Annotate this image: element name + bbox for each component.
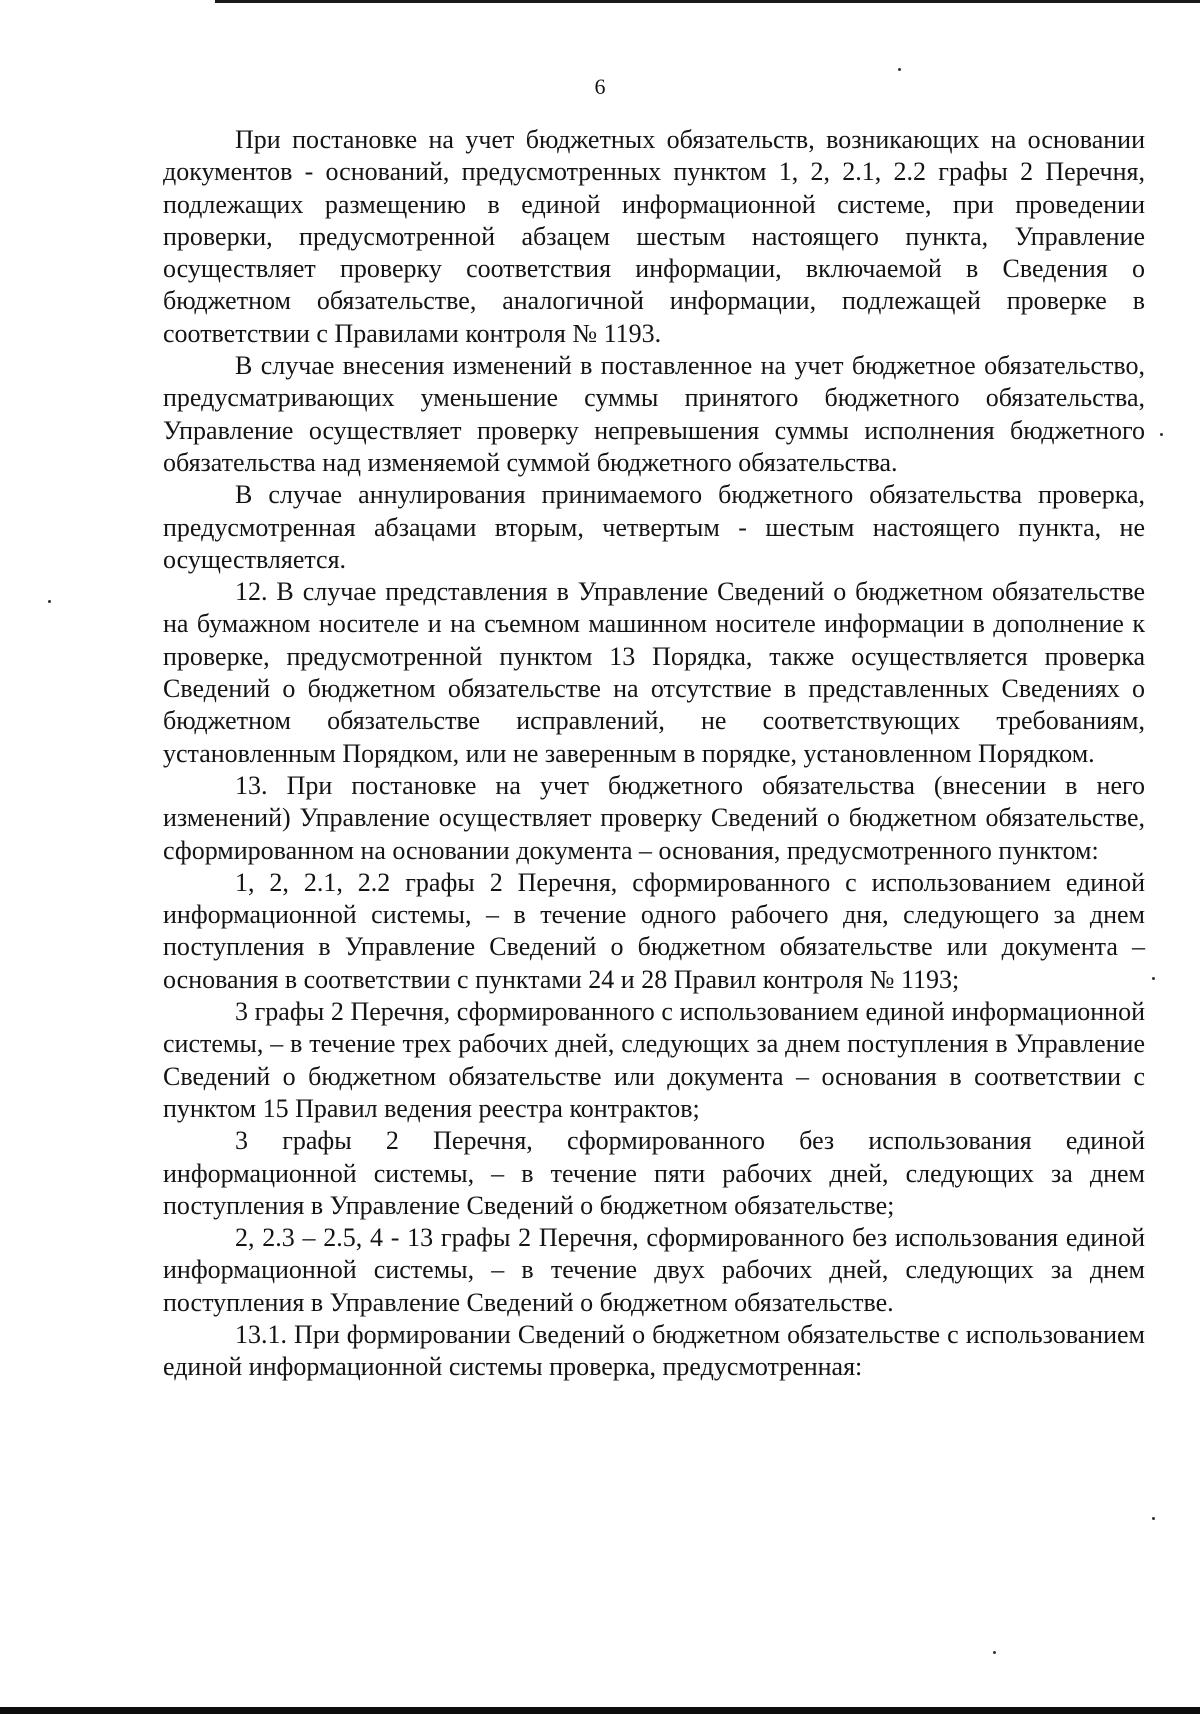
document-body	[163, 124, 1145, 1384]
scan-edge-bottom	[0, 1707, 1200, 1714]
scan-speck	[993, 1651, 996, 1654]
scan-speck	[1152, 977, 1155, 980]
scan-speck	[1152, 1517, 1155, 1520]
paragraph-item-13-sub-1: 1, 2, 2.1, 2.2 графы 2 Перечня, сформированного с использованием единой информационной системы, – в течение одного рабочего дня, следующего за днем поступления в Управление Сведений о бюджетном обязательстве или документа – основания в соответствии с пунктами 24 и 28 Правил контроля № 1193;	[163, 867, 1145, 994]
paragraph-item-13-sub-3: 3 графы 2 Перечня, сформированного без использования единой информационной системы, – в течение пяти рабочих дней, следующих за днем поступления в Управление Сведений о бюджетном обязательстве;	[163, 1126, 1145, 1220]
paragraph-item-13-sub-2: 3 графы 2 Перечня, сформированного с использованием единой информационной системы, – в течение трех рабочих дней, следующих за днем поступления в Управление Сведений о бюджетном обязательстве или документа – основания в соответствии с пунктом 15 Правил ведения реестра контрактов;	[163, 997, 1145, 1123]
page-number: 6	[594, 74, 606, 99]
paragraph-registration-check: При постановке на учет бюджетных обязательств, возникающих на основании документов - оснований, предусмотренных пунктом 1, 2, 2.1, 2.2 графы 2 Перечня, подлежащих размещению в единой информационной системе, при проведении проверки, предусмотренной абзацем шестым настоящего пункта, Управление осуществляет проверку соответствия информации, включаемой в Сведения о бюджетном обязательстве, аналогичной информации, подлежащей проверке в соответствии с Правилами контроля № 1193.	[163, 125, 1145, 348]
paragraph-amendment-check: В случае внесения изменений в поставленное на учет бюджетное обязательство, предусматривающих уменьшение суммы принятого бюджетного обязательства, Управление осуществляет проверку непревышения суммы исполнения бюджетного обязательства над изменяемой суммой бюджетного обязательства.	[163, 351, 1145, 477]
paragraph-item-13-1: 13.1. При формировании Сведений о бюджетном обязательстве с использованием единой информационной системы проверка, предусмотренная:	[163, 1319, 1145, 1382]
scan-speck	[48, 600, 51, 603]
scan-speck	[1160, 433, 1163, 436]
paragraph-annulment: В случае аннулирования принимаемого бюджетного обязательства проверка, предусмотренная абзацами вторым, четвертым - шестым настоящего пункта, не осуществляется.	[163, 480, 1145, 574]
paragraph-item-12: 12. В случае представления в Управление Сведений о бюджетном обязательстве на бумажном носителе и на съемном машинном носителе информации в дополнение к проверке, предусмотренной пунктом 13 Порядка, также осуществляется проверка Сведений о бюджетном обязательстве на отсутствие в представленных Сведениях о бюджетном обязательстве исправлений, не соответствующих требованиям, установленным Порядком, или не заверенным в порядке, установленном Порядком.	[163, 577, 1145, 768]
paragraph-item-13-sub-4: 2, 2.3 – 2.5, 4 - 13 графы 2 Перечня, сформированного без использования единой информационной системы, – в течение двух рабочих дней, следующих за днем поступления в Управление Сведений о бюджетном обязательстве.	[163, 1223, 1145, 1317]
scan-edge-top	[215, 0, 1200, 3]
paragraph-item-13: 13. При постановке на учет бюджетного обязательства (внесении в него изменений) Управление осуществляет проверку Сведений о бюджетном обязательстве, сформированном на основании документа – основания, предусмотренного пунктом:	[163, 770, 1145, 865]
scan-speck	[898, 68, 901, 71]
